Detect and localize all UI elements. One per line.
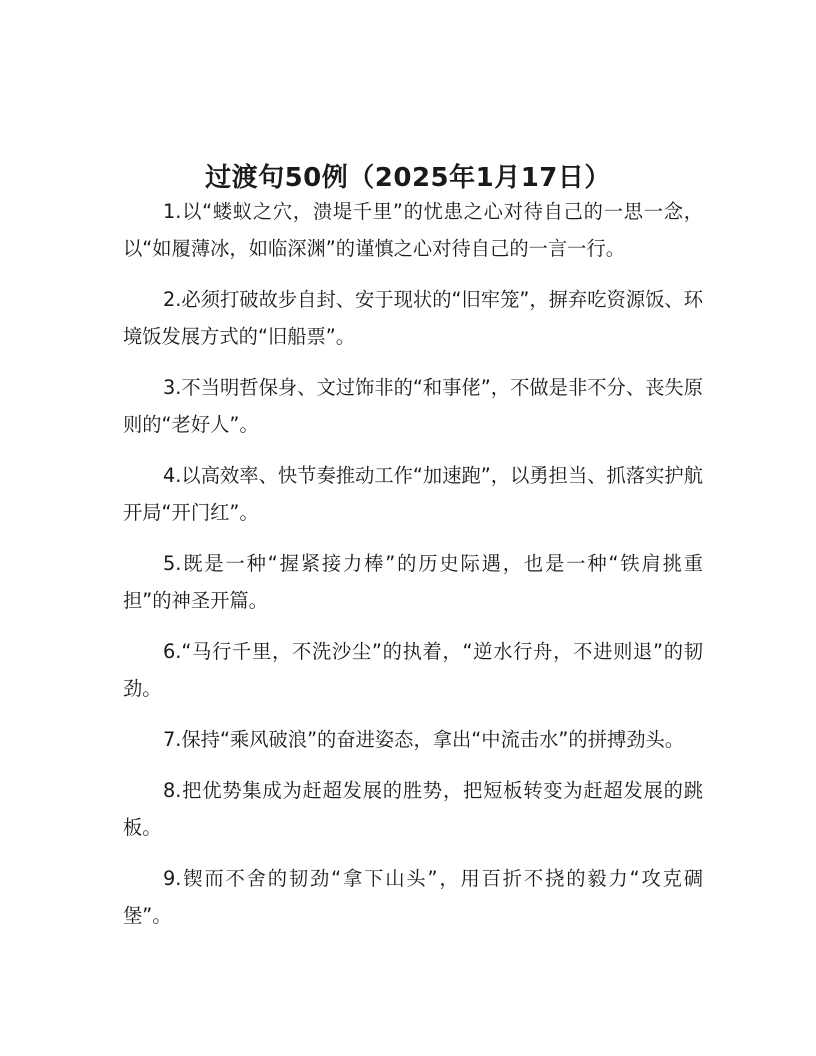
- paragraph-4: 4.以高效率、快节奏推动工作“加速跑”，以勇担当、抓落实护航开局“开门红”。: [123, 464, 703, 524]
- paragraph-7: 7.保持“乘风破浪”的奋进姿态，拿出“中流击水”的拼搏劲头。: [163, 728, 685, 751]
- paragraph-8: 8.把优势集成为赶超发展的胜势，把短板转变为赶超发展的跳板。: [123, 779, 703, 839]
- paragraph-5: 5.既是一种“握紧接力棒”的历史际遇，也是一种“铁肩挑重担”的神圣开篇。: [123, 552, 703, 612]
- paragraph-1: 1.以“蝼蚁之穴，溃堤千里”的忧患之心对待自己的一思一念，以“如履薄冰，如临深渊”的谨慎之心对待自己的一言一行。: [123, 200, 703, 260]
- document-body: [123, 193, 703, 948]
- paragraph-2: 2.必须打破故步自封、安于现状的“旧牢笼”，摒弃吃资源饭、环境饭发展方式的“旧船票”。: [123, 288, 703, 348]
- paragraph-3: 3.不当明哲保身、文过饰非的“和事佬”，不做是非不分、丧失原则的“老好人”。: [123, 376, 703, 436]
- document-title: 过渡句50例（2025年1月17日）: [205, 163, 611, 194]
- paragraph-9: 9.锲而不舍的韧劲“拿下山头”，用百折不挠的毅力“攻克碉堡”。: [123, 867, 703, 927]
- paragraph-6: 6.“马行千里，不洗沙尘”的执着，“逆水行舟，不进则退”的韧劲。: [123, 640, 703, 700]
